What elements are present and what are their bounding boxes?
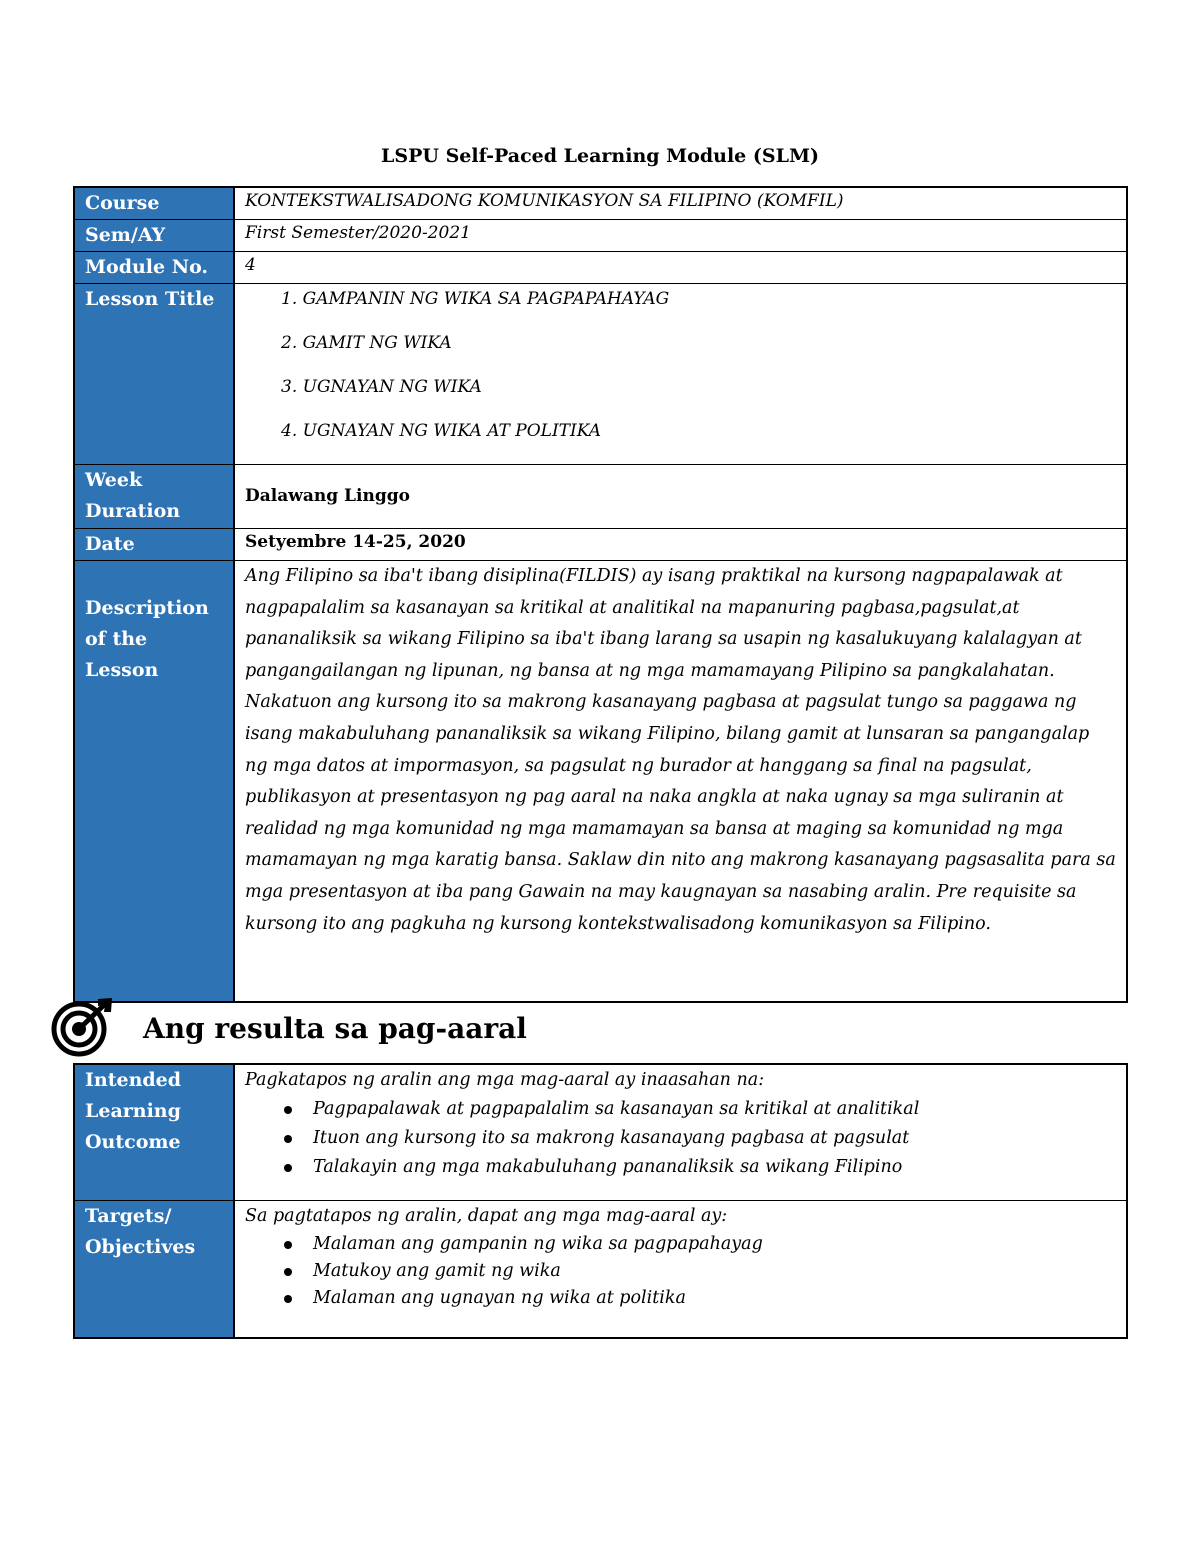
lesson-title-list bbox=[245, 288, 1116, 442]
targets-label bbox=[74, 1201, 234, 1339]
week-duration-label-line: Duration bbox=[85, 500, 181, 522]
target-icon bbox=[50, 996, 114, 1062]
targets-label-line: Objectives bbox=[85, 1236, 196, 1258]
module-no-value: 4 bbox=[234, 252, 1127, 284]
lesson-title-item: 4. UGNAYAN NG WIKA AT POLITIKA bbox=[281, 421, 602, 441]
list-item: Matukoy ang gamit ng wika bbox=[313, 1258, 1116, 1285]
semay-label: Sem/AY bbox=[74, 220, 234, 252]
course-label: Course bbox=[74, 187, 234, 220]
lesson-title-item: 1. GAMPANIN NG WIKA SA PAGPAPAHAYAG bbox=[281, 289, 670, 309]
week-duration-label bbox=[74, 465, 234, 529]
lesson-title-label: Lesson Title bbox=[74, 284, 234, 465]
description-label bbox=[74, 561, 234, 1003]
semay-value: First Semester/2020-2021 bbox=[234, 220, 1127, 252]
description-label-line: of the bbox=[85, 628, 148, 650]
ilo-label-line: Outcome bbox=[85, 1131, 181, 1153]
description-value bbox=[234, 561, 1127, 1003]
lesson-title-item: 3. UGNAYAN NG WIKA bbox=[281, 377, 482, 397]
table-row bbox=[74, 529, 1127, 561]
ilo-label-line: Learning bbox=[85, 1100, 181, 1122]
list-item: Malaman ang ugnayan ng wika at politika bbox=[313, 1285, 1116, 1312]
table-row bbox=[74, 1064, 1127, 1201]
table-row bbox=[74, 252, 1127, 284]
table-row bbox=[74, 465, 1127, 529]
lesson-title-value bbox=[234, 284, 1127, 465]
ilo-list bbox=[245, 1095, 1116, 1182]
description-label-line: Lesson bbox=[85, 659, 159, 681]
table-row bbox=[74, 187, 1127, 220]
module-no-label: Module No. bbox=[74, 252, 234, 284]
module-info-table bbox=[73, 186, 1128, 1003]
date-label: Date bbox=[74, 529, 234, 561]
page-title: LSPU Self-Paced Learning Module (SLM) bbox=[381, 145, 819, 167]
targets-value bbox=[234, 1201, 1127, 1339]
table-row bbox=[74, 561, 1127, 1003]
week-duration-label-line: Week bbox=[85, 469, 143, 491]
results-heading-text: Ang resulta sa pag-aaral bbox=[143, 1012, 527, 1045]
lesson-title-item: 2. GAMIT NG WIKA bbox=[281, 333, 452, 353]
results-heading bbox=[50, 998, 527, 1060]
table-row bbox=[74, 1201, 1127, 1339]
table-row bbox=[74, 284, 1127, 465]
date-value: Setyembre 14-25, 2020 bbox=[234, 529, 1127, 561]
description-text: Ang Filipino sa iba't ibang disiplina(FILDIS) ay isang praktikal na kursong nagpapalawak at nagpapalalim sa kasanayan sa kritikal at analitikal na mapanuring pagbasa,pagsulat,at pananaliksik sa wikang Filipino sa iba't ibang larang sa usapin ng kasalukuyang kalalagyan at pangangailangan ng lipunan, ng bansa at ng mga mamamayang Pilipino sa pangkalahatan. Nakatuon ang kursong ito sa makrong kasanayang pagbasa at pagsulat tungo sa paggawa ng isang makabuluhang pananaliksik sa wikang Filipino, bilang gamit at lunsaran sa pangangalap ng mga datos at impormasyon, sa pagsulat ng burador at hanggang sa final na pagsulat, publikasyon at presentasyon ng pag aaral na naka angkla at naka ugnay sa mga suliranin at realidad ng mga komunidad ng mga mamamayan sa bansa at maging sa komunidad ng mga mamamayan ng mga karatig bansa. Saklaw din nito ang makrong kasanayang pagsasalita para sa mga presentasyon at iba pang Gawain na may kaugnayan sa nasabing aralin. Pre requisite sa kursong ito ang pagkuha ng kursong kontekstwalisadong komunikasyon sa Filipino. bbox=[245, 566, 1116, 934]
ilo-intro: Pagkatapos ng aralin ang mga mag-aaral ay inaasahan na: bbox=[245, 1070, 765, 1090]
table-row bbox=[74, 220, 1127, 252]
ilo-label-line: Intended bbox=[85, 1069, 182, 1091]
outcome-table bbox=[73, 1063, 1128, 1339]
list-item: Pagpapalawak at pagpapalalim sa kasanayan sa kritikal at analitikal bbox=[313, 1095, 1116, 1124]
targets-intro: Sa pagtatapos ng aralin, dapat ang mga mag-aaral ay: bbox=[245, 1206, 728, 1226]
week-duration-value: Dalawang Linggo bbox=[234, 465, 1127, 529]
course-value: KONTEKSTWALISADONG KOMUNIKASYON SA FILIPINO (KOMFIL) bbox=[234, 187, 1127, 220]
ilo-label bbox=[74, 1064, 234, 1201]
list-item: Talakayin ang mga makabuluhang pananaliksik sa wikang Filipino bbox=[313, 1153, 1116, 1182]
targets-list bbox=[245, 1231, 1116, 1312]
list-item: Malaman ang gampanin ng wika sa pagpapahayag bbox=[313, 1231, 1116, 1258]
ilo-value bbox=[234, 1064, 1127, 1201]
list-item: Ituon ang kursong ito sa makrong kasanayang pagbasa at pagsulat bbox=[313, 1124, 1116, 1153]
targets-label-line: Targets/ bbox=[85, 1205, 172, 1227]
description-label-line: Description bbox=[85, 597, 209, 619]
